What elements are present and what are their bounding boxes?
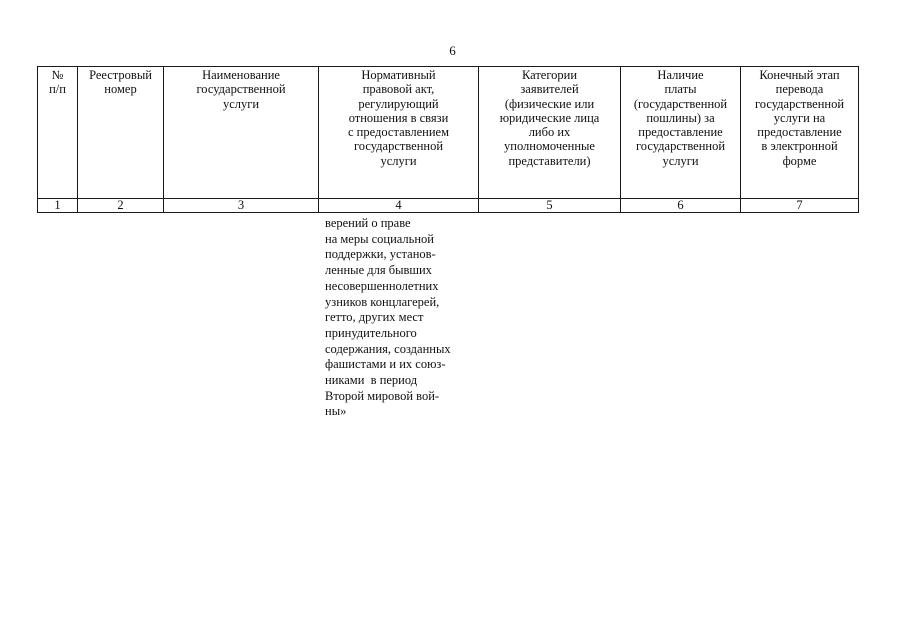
column-number-4: 4 bbox=[319, 199, 479, 213]
registry-table bbox=[37, 66, 859, 213]
header-final-stage: Конечный этап перевода государственной услуги на предоставление в электронной форме bbox=[741, 67, 859, 199]
column-number-6: 6 bbox=[621, 199, 741, 213]
column-number-5: 5 bbox=[479, 199, 621, 213]
column-number-3: 3 bbox=[164, 199, 319, 213]
header-number: № п/п bbox=[38, 67, 78, 199]
column-number-7: 7 bbox=[741, 199, 859, 213]
header-legal-act: Нормативный правовой акт, регулирующий отношения в связи с предоставлением государственной услуги bbox=[319, 67, 479, 199]
legal-act-continuation-text: верений о праве на меры социальной поддержки, установ- ленные для бывших несовершеннолетних узников концлагерей, гетто, других мест принудительного содержания, созданных фашистами и их союз- никами в период Второй мировой вой- ны» bbox=[325, 216, 451, 419]
column-number-row bbox=[38, 199, 859, 213]
column-number-2: 2 bbox=[78, 199, 164, 213]
header-service-name: Наименование государственной услуги bbox=[164, 67, 319, 199]
header-fee: Наличие платы (государственной пошлины) за предоставление государственной услуги bbox=[621, 67, 741, 199]
header-registry-number: Реестровый номер bbox=[78, 67, 164, 199]
header-applicant-categories: Категории заявителей (физические или юридические лица либо их уполномоченные представители) bbox=[479, 67, 621, 199]
column-number-1: 1 bbox=[38, 199, 78, 213]
table-header-row bbox=[38, 67, 859, 199]
page-number: 6 bbox=[449, 43, 456, 58]
